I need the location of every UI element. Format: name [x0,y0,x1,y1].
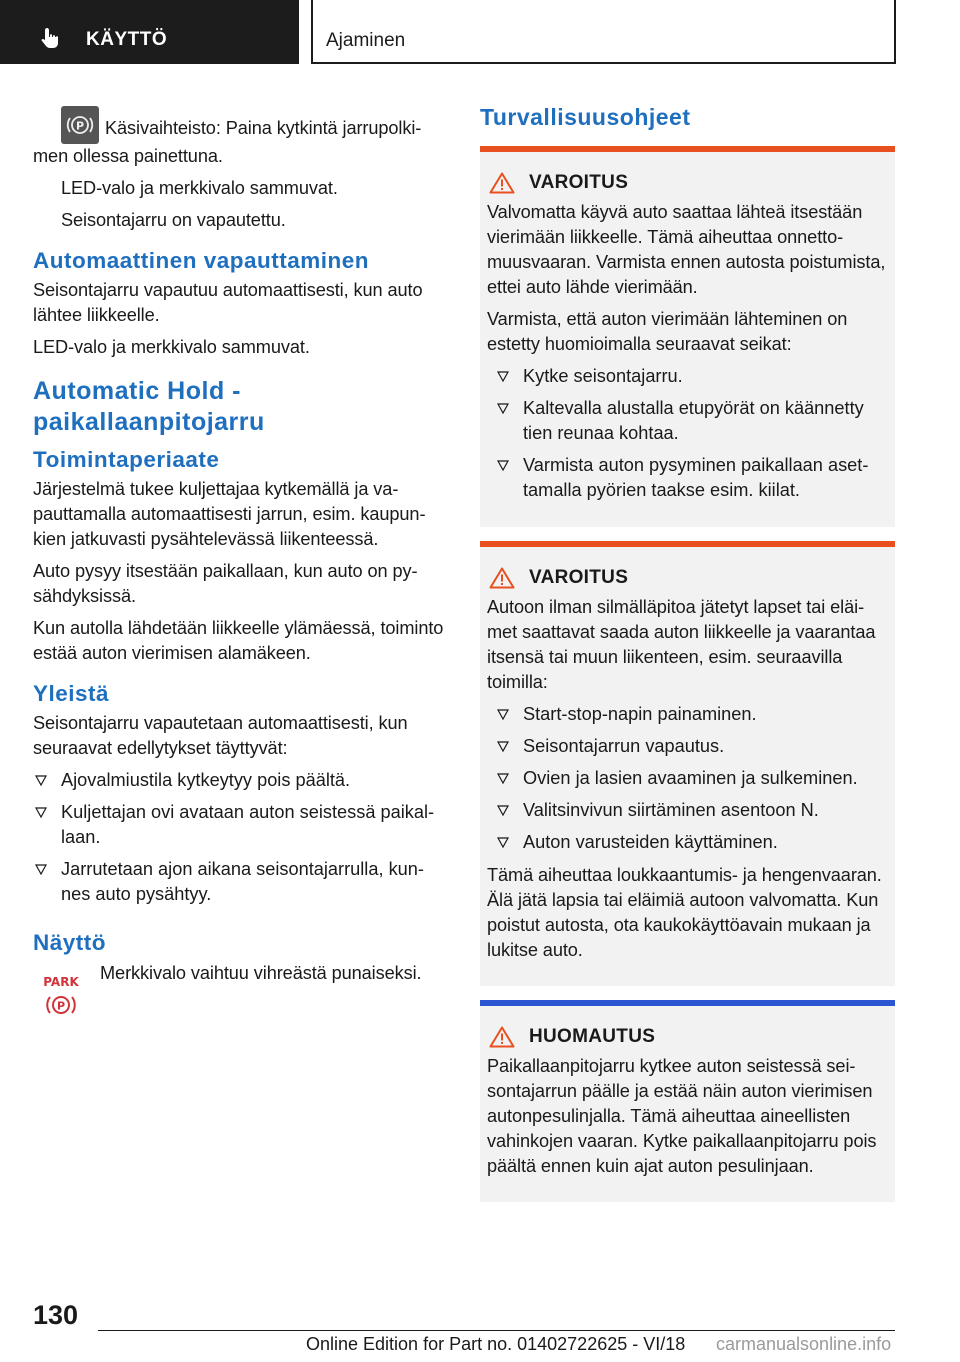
chapter-title: KÄYTTÖ [86,29,168,50]
auto-release-p1: Seisontajarru vapautuu automaattisesti, kun auto lähtee liikkeelle. [33,280,423,325]
list-item: Jarrutetaan ajon aikana seisontajarrulla, kunnes auto pysähtyy. [33,857,445,907]
notice-triangle-icon [489,1026,515,1048]
warning-triangle-icon [489,172,515,194]
list-item: Kytke seisontajarru. [495,364,887,389]
warning2-p1: Autoon ilman silmälläpitoa jätetyt lapset tai eläimet saattavat saada auton liikkeelle ja vaarantaa itsensä tai muun liikenteen, esim. seuraavilla toimilla: [487,597,876,692]
right-column [480,100,895,1216]
section-title: Ajaminen [326,30,406,51]
chapter-tab [0,0,299,64]
list-item: Kuljettajan ovi avataan auton seistessä paikallaan. [33,800,445,850]
auto-release-p2: LED-valo ja merkkivalo sammuvat. [33,337,310,357]
warning1-p1: Valvomatta käyvä auto saattaa lähteä itsestään vierimään liikkeelle. Tämä aiheuttaa onnettomuusvaaran. Varmista ennen autosta poistumista, ettei auto lähde vierimään. [487,202,886,297]
triangle-bullet-icon [497,773,509,785]
notice-title: HUOMAUTUS [529,1026,656,1047]
svg-text:P: P [76,119,84,133]
warning-box-1 [480,146,895,527]
principle-p1: Järjestelmä tukee kuljettajaa kytkemällä ja vapauttamalla automaattisesti jarrun, esim. kaupunkien jatkuvasti pysähtelevässä liikenteessä. [33,479,426,549]
list-item: Seisontajarrun vapautus. [495,734,887,759]
page-number: 130 [33,1300,79,1330]
heading-auto-release: Automaattinen vapauttaminen [33,248,370,273]
list-item: Valitsinvivun siirtäminen asentoon N. [495,798,887,823]
left-column [33,106,445,1013]
warning1-list [495,364,887,503]
triangle-bullet-icon [497,460,509,472]
warning-box-2 [480,541,895,986]
warning2-list [495,702,887,855]
warning-title: VAROITUS [529,172,629,193]
display-row [33,961,445,1013]
list-item: Ovien ja lasien avaaminen ja sulkeminen. [495,766,887,791]
heading-display: Näyttö [33,930,107,955]
release-instruction [33,106,445,169]
led-off-text: LED-valo ja merkkivalo sammuvat. [61,178,338,198]
principle-p3: Kun autolla lähdetään liikkeelle ylämäessä, toiminto estää auton vierimisen alamäkeen. [33,618,444,663]
list-item: Start-stop-napin painaminen. [495,702,887,727]
notice-p1: Paikallaanpitojarru kytkee auton seistessä seisontajarrun päälle ja estää näin auton vierimisen autonpesulinjalla. Tämä aiheuttaa aineellisten vahinkojen vaaran. Kytke paikallaanpitojarru pois päältä ennen kuin ajat auton pesulinjaan. [487,1056,877,1176]
heading-principle: Toimintaperiaate [33,447,220,472]
triangle-bullet-icon [497,709,509,721]
notice-box [480,1000,895,1202]
warning2-p2: Tämä aiheuttaa loukkaantumis- ja hengenvaaran. Älä jätä lapsia tai eläimiä autoon valvomatta. Kun poistut autosta, ota kaukokäyttöavain mukaan ja lukitse auto. [487,865,882,960]
section-tab [311,0,896,64]
heading-safety: Turvallisuusohjeet [480,104,691,130]
edition-text: Online Edition for Part no. 01402722625 - VI/18 [306,1334,686,1354]
list-item: Varmista auton pysyminen paikallaan asettamalla pyörien taakse esim. kiilat. [495,453,887,503]
release-text: Käsivaihteisto: Paina kytkintä jarrupolkimen ollessa painettuna. [33,118,422,166]
triangle-bullet-icon [497,403,509,415]
triangle-bullet-icon [497,741,509,753]
triangle-bullet-icon [35,864,47,876]
list-item: Ajovalmiustila kytkeytyy pois päältä. [33,768,445,793]
heading-auto-hold: Automatic Hold - paikallaanpitojarru [33,377,265,436]
park-label: PARK [43,975,79,989]
footer-rule [98,1330,895,1331]
triangle-bullet-icon [497,837,509,849]
warning1-p2: Varmista, että auton vierimään lähteminen on estetty huomioimalla seuraavat seikat: [487,309,848,354]
display-p1: Merkkivalo vaihtuu vihreästä punaiseksi. [100,963,422,983]
list-item: Auton varusteiden käyttäminen. [495,830,887,855]
hand-pointer-icon [40,26,64,50]
triangle-bullet-icon [35,775,47,787]
triangle-bullet-icon [497,805,509,817]
released-text: Seisontajarru on vapautettu. [61,210,286,230]
general-p1: Seisontajarru vapautetaan automaattisesti, kun seuraavat edellytykset täyttyvät: [33,713,408,758]
conditions-list [33,768,445,907]
triangle-bullet-icon [497,371,509,383]
park-indicator-icon [41,973,81,1021]
watermark: carmanualsonline.info [716,1334,892,1354]
heading-general: Yleistä [33,681,110,706]
warning-title: VAROITUS [529,567,629,588]
warning-triangle-icon [489,567,515,589]
list-item: Kaltevalla alustalla etupyörät on käännetty tien reunaa kohtaa. [495,396,887,446]
principle-p2: Auto pysyy itsestään paikallaan, kun auto on pysähdyksissä. [33,561,418,606]
triangle-bullet-icon [35,807,47,819]
svg-text:P: P [56,999,66,1013]
parking-brake-button-icon [61,106,99,144]
